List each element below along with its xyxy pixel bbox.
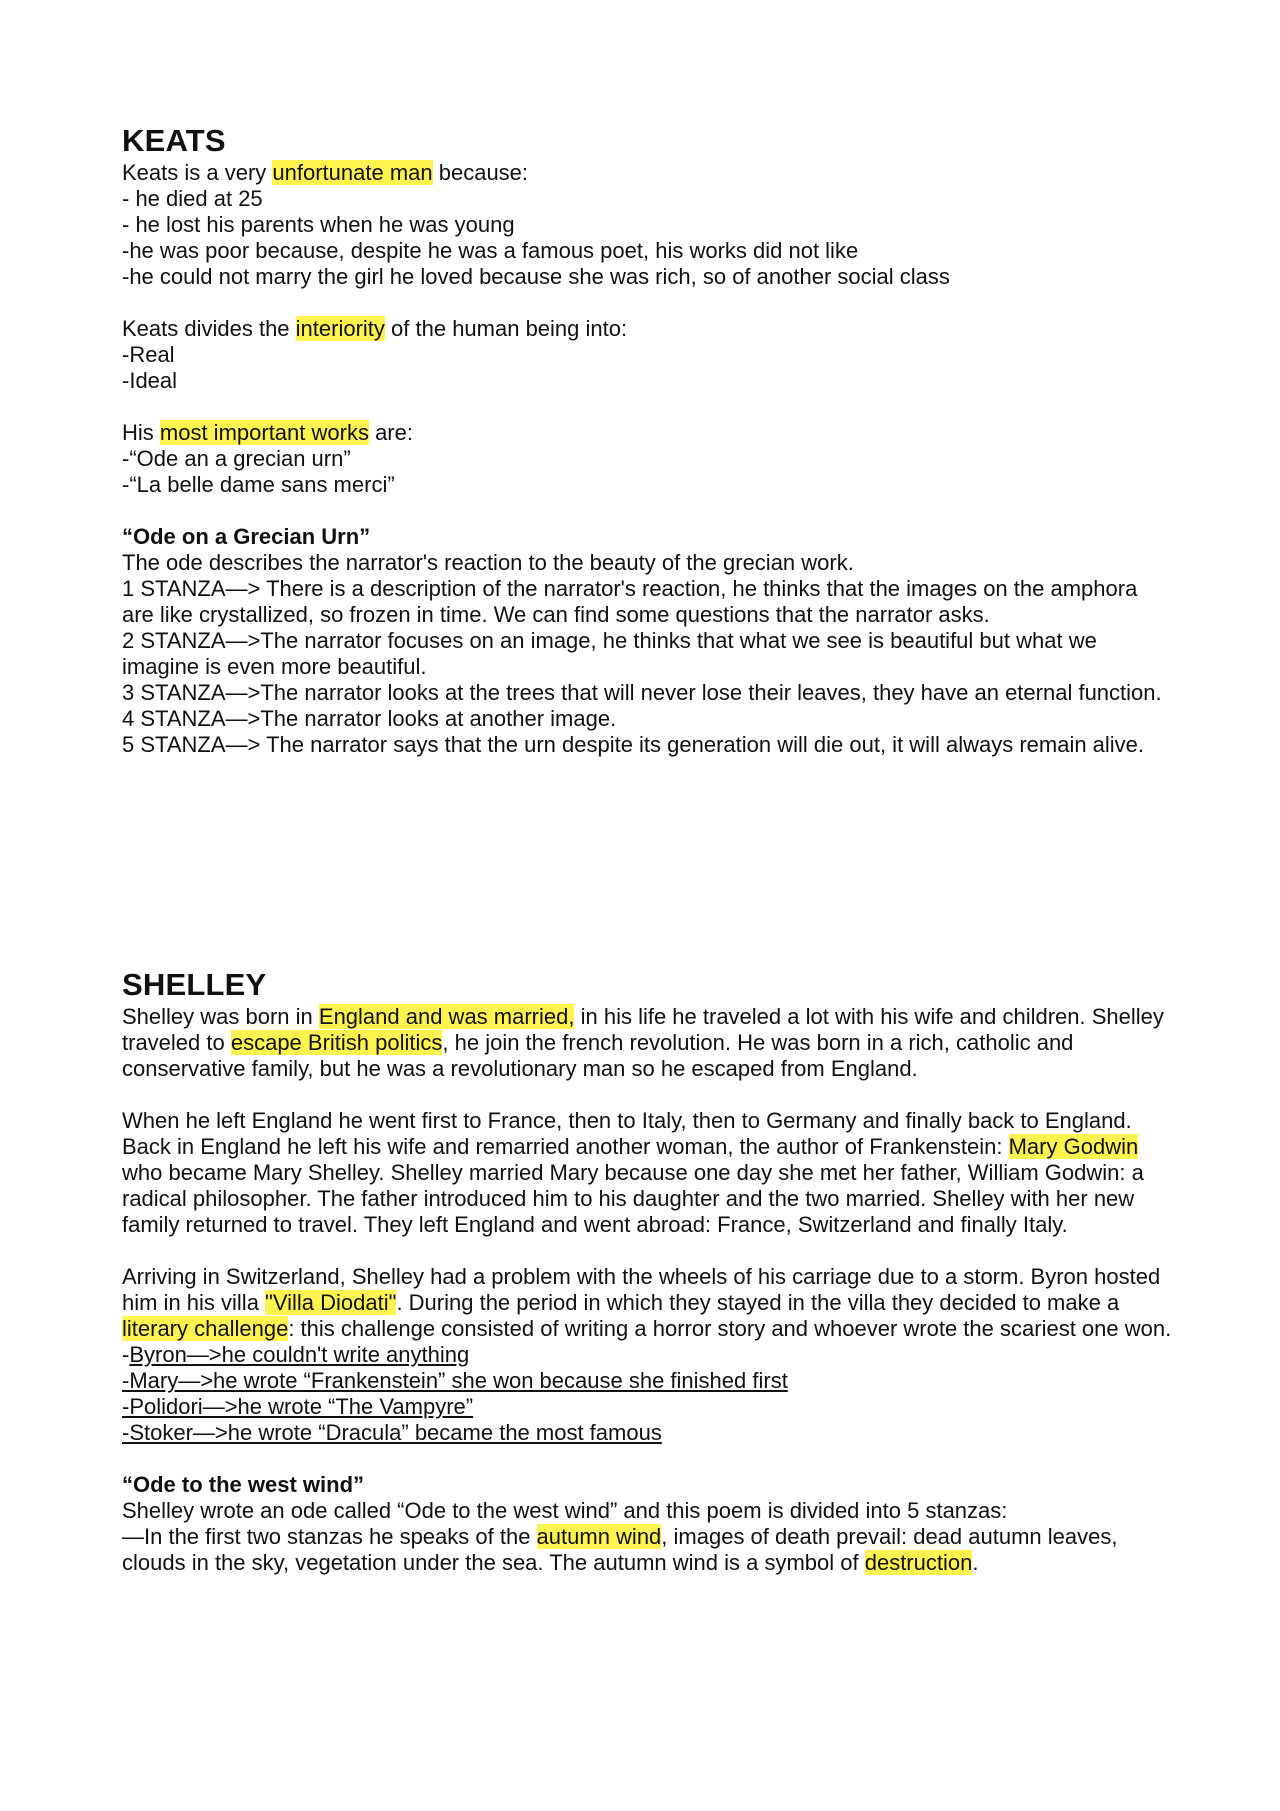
- shelley-section: [122, 966, 1172, 1576]
- shelley-paragraph-1: Shelley was born in England and was married, in his life he traveled a lot with his wife and children. Shelley traveled to escape British politics, he join the french revolution. He was born in a rich, catholic and conservative family, but he was a revolutionary man so he escaped from England.: [122, 1004, 1164, 1081]
- shelley-paragraph-3: Arriving in Switzerland, Shelley had a problem with the wheels of his carriage due to a storm. Byron hosted him in his villa "Villa Diodati". During the period in which they stayed in the villa they decided to make a literary challenge: this challenge consisted of writing a horror story and whoever wrote the scariest one won.: [122, 1264, 1172, 1341]
- challenge-item: -Polidori—>he wrote “The Vampyre”: [122, 1394, 474, 1419]
- shelley-title: SHELLEY: [122, 967, 267, 1002]
- interiority-item: -Ideal: [122, 368, 178, 393]
- highlight-interiority: interiority: [295, 316, 385, 341]
- highlight-mary-godwin: Mary Godwin: [1008, 1134, 1139, 1159]
- ode-line: 4 STANZA—>The narrator looks at another image.: [122, 706, 617, 731]
- highlight-escape-british-politics: escape British politics: [230, 1030, 443, 1055]
- west-wind-line: —In the first two stanzas he speaks of the autumn wind, images of death prevail: dead autumn leaves, clouds in the sky, vegetation under the sea. The autumn wind is a symbol of destruction.: [122, 1524, 1118, 1575]
- ode-line: 3 STANZA—>The narrator looks at the trees that will never lose their leaves, they have an eternal function.: [122, 680, 1162, 705]
- highlight-unfortunate-man: unfortunate man: [272, 160, 433, 185]
- ode-line: 1 STANZA—> There is a description of the narrator's reaction, he thinks that the images on the amphora are like crystallized, so frozen in time. We can find some questions that the narrator asks.: [122, 576, 1138, 627]
- west-wind-title: “Ode to the west wind”: [122, 1472, 365, 1497]
- keats-reason: -he could not marry the girl he loved because she was rich, so of another social class: [122, 264, 950, 289]
- keats-reason: - he died at 25: [122, 186, 263, 211]
- challenge-item: -Byron—>he couldn't write anything: [122, 1342, 470, 1367]
- interiority-item: -Real: [122, 342, 175, 367]
- challenge-item: -Mary—>he wrote “Frankenstein” she won because she finished first: [122, 1368, 788, 1393]
- works-item: -“Ode an a grecian urn”: [122, 446, 351, 471]
- highlight-most-important-works: most important works: [159, 420, 369, 445]
- ode-line: The ode describes the narrator's reaction to the beauty of the grecian work.: [122, 550, 854, 575]
- keats-reason: -he was poor because, despite he was a famous poet, his works did not like: [122, 238, 859, 263]
- highlight-autumn-wind: autumn wind: [536, 1524, 662, 1549]
- works-item: -“La belle dame sans merci”: [122, 472, 395, 497]
- west-wind-line: Shelley wrote an ode called “Ode to the west wind” and this poem is divided into 5 stanzas:: [122, 1498, 1008, 1523]
- keats-title: KEATS: [122, 123, 226, 158]
- grecian-urn-title: “Ode on a Grecian Urn”: [122, 524, 371, 549]
- ode-line: 2 STANZA—>The narrator focuses on an image, he thinks that what we see is beautiful but what we imagine is even more beautiful.: [122, 628, 1097, 679]
- keats-reason: - he lost his parents when he was young: [122, 212, 515, 237]
- keats-interiority: Keats divides the interiority of the human being into:: [122, 316, 628, 341]
- keats-section: [122, 122, 1172, 758]
- highlight-destruction: destruction: [864, 1550, 973, 1575]
- highlight-england-married: England and was married,: [318, 1004, 575, 1029]
- highlight-villa-diodati: "Villa Diodati": [265, 1290, 397, 1315]
- challenge-item: -Stoker—>he wrote “Dracula” became the most famous: [122, 1420, 662, 1445]
- shelley-paragraph-2: When he left England he went first to France, then to Italy, then to Germany and finally back to England. Back in England he left his wife and remarried another woman, the author of Frankenstein: Mary Godwin who became Mary Shelley. Shelley married Mary because one day she met her father, William Godwin: a radical philosopher. The father introduced him to his daughter and the two married. Shelley with her new family returned to travel. They left England and went abroad: France, Switzerland and finally Italy.: [122, 1108, 1144, 1237]
- keats-intro: Keats is a very unfortunate man because:: [122, 160, 529, 185]
- ode-line: 5 STANZA—> The narrator says that the urn despite its generation will die out, it will always remain alive.: [122, 732, 1145, 757]
- keats-works: His most important works are:: [122, 420, 413, 445]
- highlight-literary-challenge: literary challenge: [122, 1316, 289, 1341]
